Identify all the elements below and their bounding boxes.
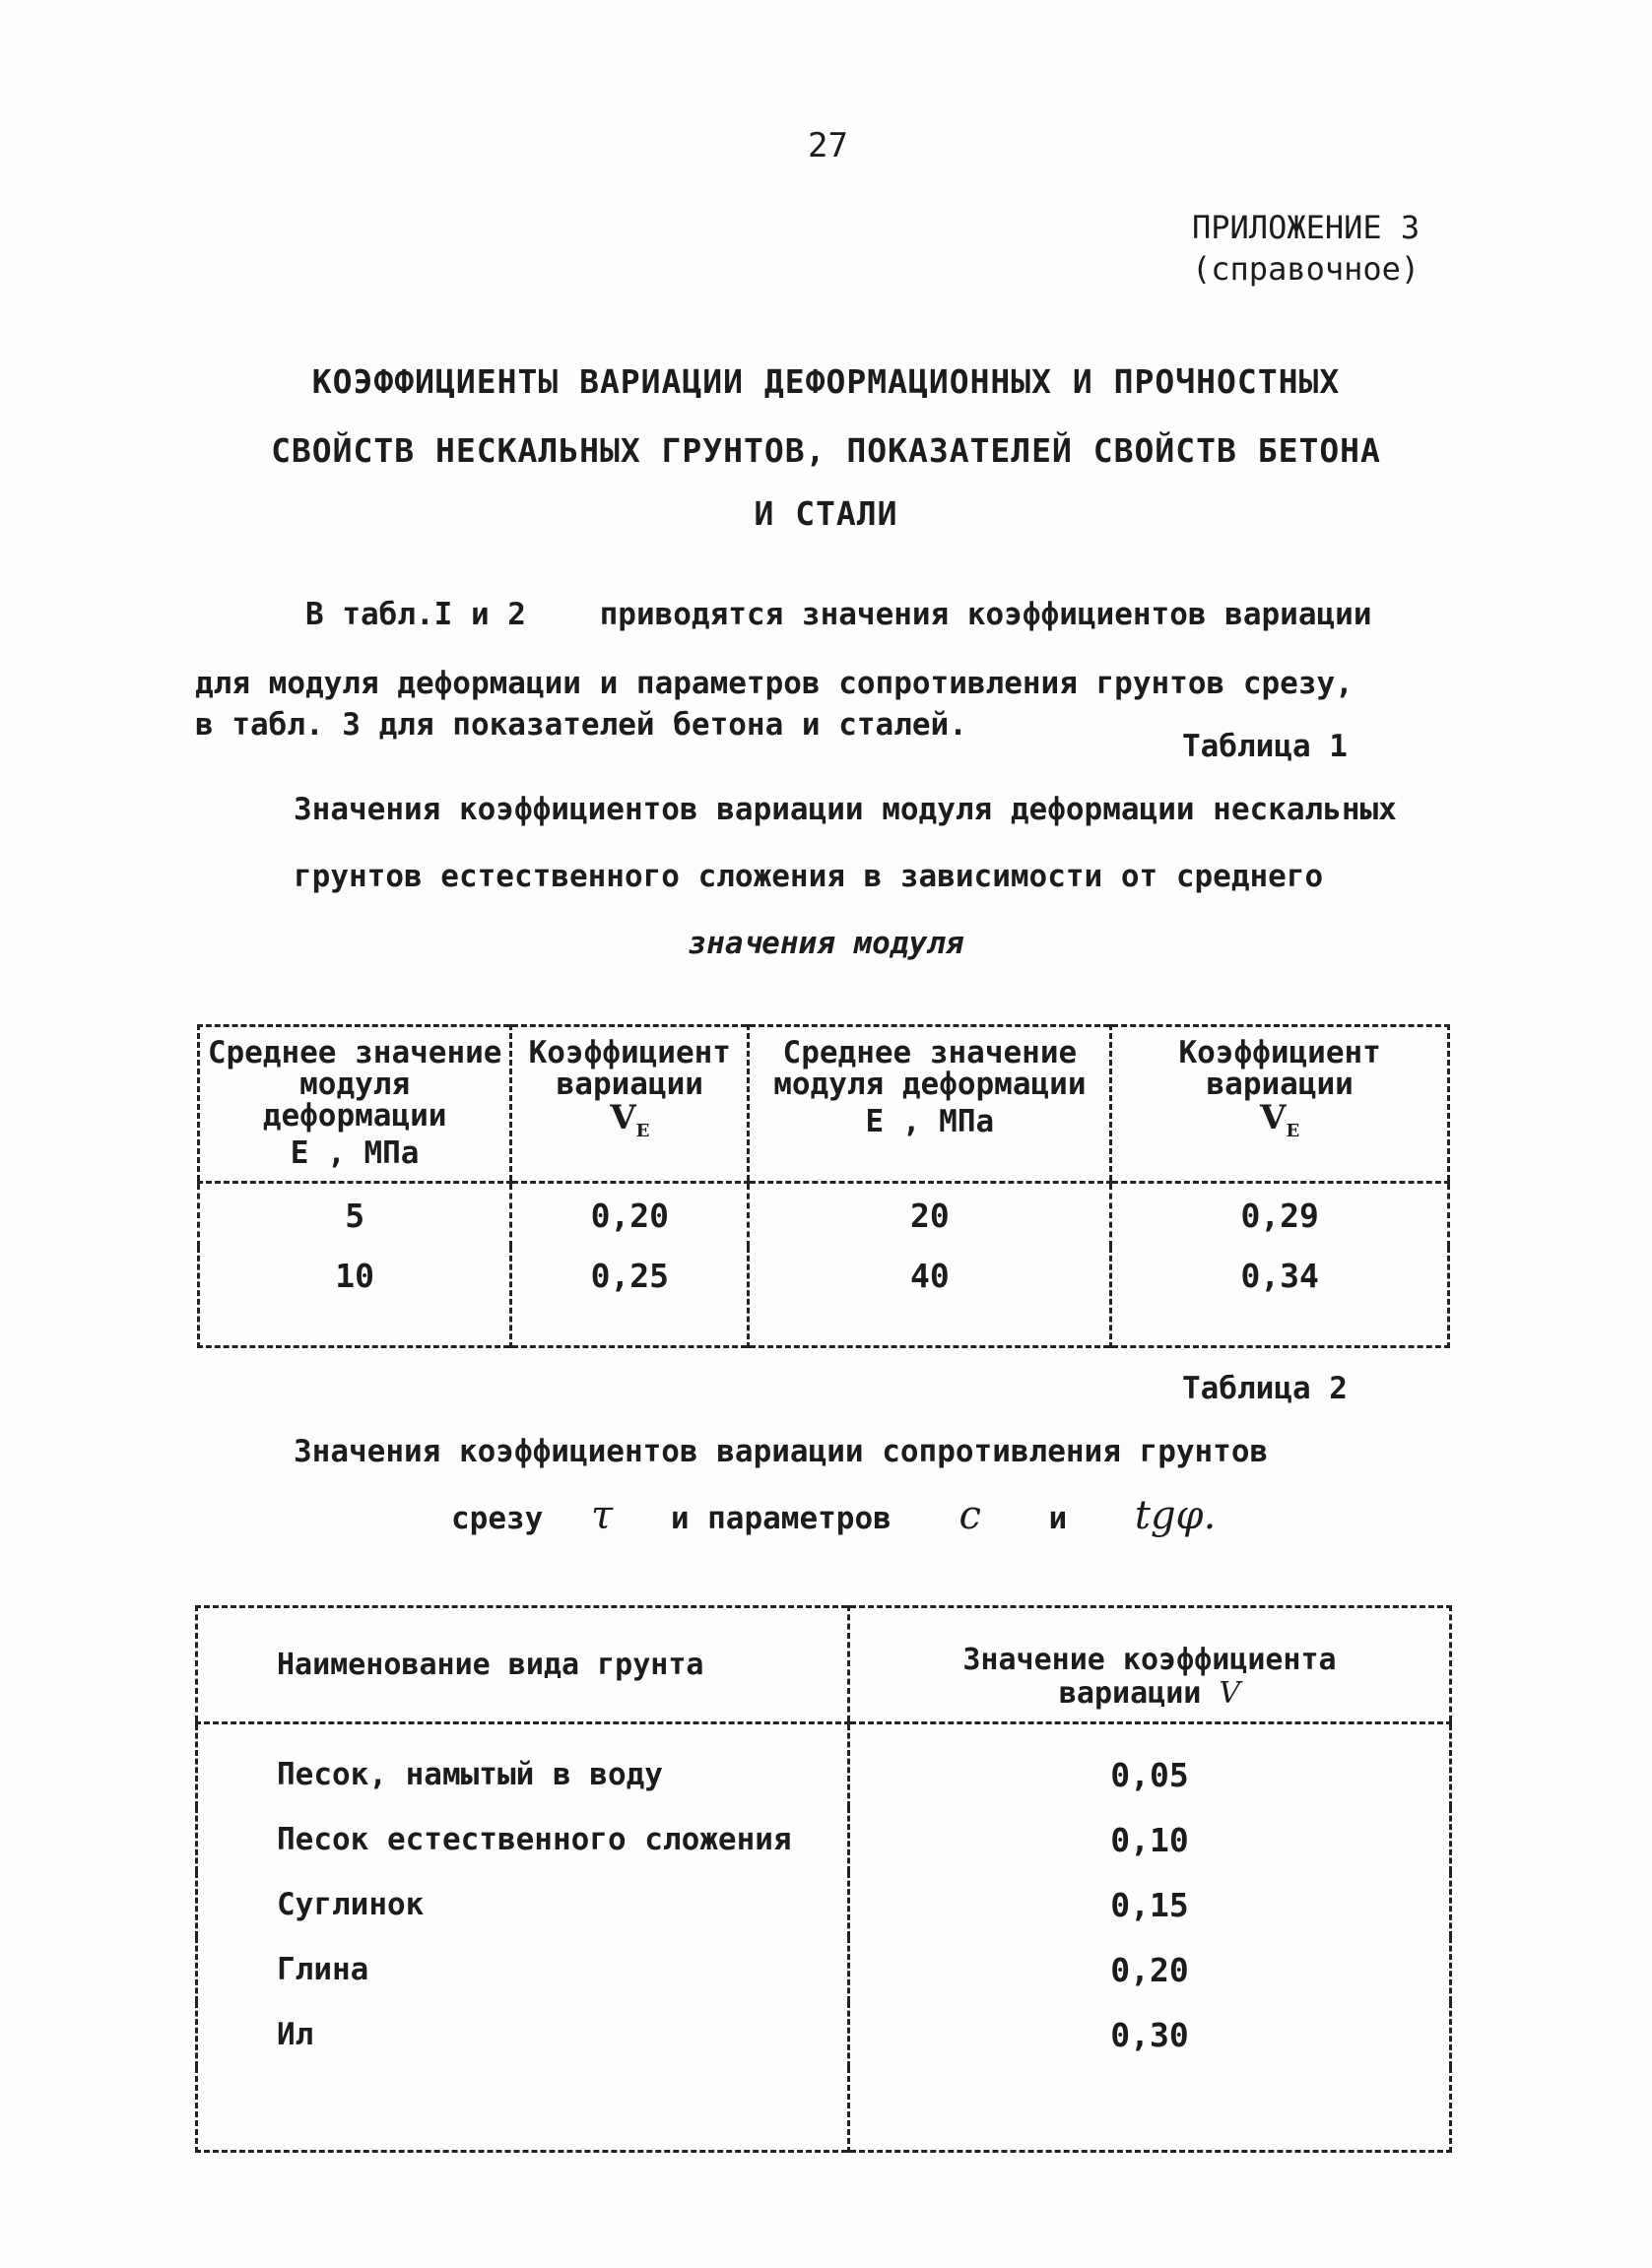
document-title-line-2: СВОЙСТВ НЕСКАЛЬНЫХ ГРУНТОВ, ПОКАЗАТЕЛЕЙ СВОЙСТВ БЕТОНА [271,431,1381,470]
table-cell: 0,29 [1111,1183,1449,1248]
table-row [197,1872,1451,1937]
table-cell: 40 [749,1247,1111,1347]
document-title-line-1: КОЭФФИЦИЕНТЫ ВАРИАЦИИ ДЕФОРМАЦИОННЫХ И ПРОЧНОСТНЫХ [311,362,1341,401]
table-cell: 20 [749,1183,1111,1248]
tau-symbol: τ [591,1493,614,1538]
appendix-subtitle: (справочное) [1192,250,1421,288]
intro-line-2: для модуля деформации и параметров сопротивления грунтов срезу, [195,666,1354,701]
table2-caption-line-1: Значения коэффициентов вариации сопротивления грунтов [294,1434,1269,1469]
table-padding-row [197,2067,1451,2152]
table-cell: Глина [277,1952,369,1987]
table-row [197,1937,1451,2002]
table-cell: Песок, намытый в воду [277,1757,663,1792]
table-cell: 0,10 [848,1807,1450,1872]
appendix-label [1192,207,1420,290]
table-cell: 0,05 [848,1723,1450,1808]
table-row [199,1183,1449,1248]
table2 [195,1605,1452,2153]
table1-caption-line-2: грунтов естественного сложения в зависимости от среднего [294,859,1324,894]
table-cell: 0,25 [511,1247,749,1347]
friction-angle-symbol: tgφ. [1134,1493,1217,1538]
document-title-line-3: И СТАЛИ [754,494,898,533]
table1 [197,1024,1450,1348]
table1-caption-line-3: значения модуля [688,926,964,961]
table2-header-cell: Значение коэффициента вариации V [848,1607,1450,1723]
table1-header-cell: Коэффициент вариации $V_E$ [511,1026,749,1183]
table2-label: Таблица 2 [1182,1371,1348,1406]
table1-caption-line-1: Значения коэффициентов вариации модуля деформации нескальных [294,792,1397,827]
intro-line-3: в табл. 3 для показателей бетона и сталей. [195,707,967,743]
table1-header-cell: Среднее значение модуля деформации E , МПа [749,1026,1111,1183]
appendix-title: ПРИЛОЖЕНИЕ 3 [1192,209,1421,246]
table-cell: 0,20 [848,1937,1450,2002]
table-cell: 0,15 [848,1872,1450,1937]
table1-header-cell: Коэффициент вариации $V_E$ [1111,1026,1449,1183]
table-cell: 10 [335,1257,374,1295]
table2-caption-line-2: срезу τ и параметров c и tgφ. [451,1493,1217,1538]
table1-label: Таблица 1 [1182,729,1348,764]
table-cell: 0,20 [511,1183,749,1248]
table-row [197,1807,1451,1872]
table2-header-row [197,1607,1451,1723]
cohesion-symbol: c [958,1493,981,1538]
table-row [199,1247,1449,1347]
table-cell: 0,34 [1111,1247,1449,1347]
table-row [197,1723,1451,1808]
table-cell: 0,30 [848,2002,1450,2067]
table1-header-row [199,1026,1449,1183]
table-cell: Ил [277,2017,314,2052]
intro-line-1: В табл.I и 2 приводятся значения коэффициентов вариации [305,597,1372,632]
table-cell: 5 [345,1196,365,1235]
table2-header-cell: Наименование вида грунта [197,1607,849,1723]
table-cell: Суглинок [277,1887,425,1922]
variation-symbol: $V_E$ [1260,1098,1300,1141]
variation-symbol: $V_E$ [610,1098,650,1141]
table-row [197,2002,1451,2067]
table1-header-cell: Среднее значение модуля деформации E , МПа [199,1026,511,1183]
table-cell: Песок естественного сложения [277,1822,792,1857]
variation-symbol: V [1219,1676,1241,1711]
page-number: 27 [808,126,848,165]
